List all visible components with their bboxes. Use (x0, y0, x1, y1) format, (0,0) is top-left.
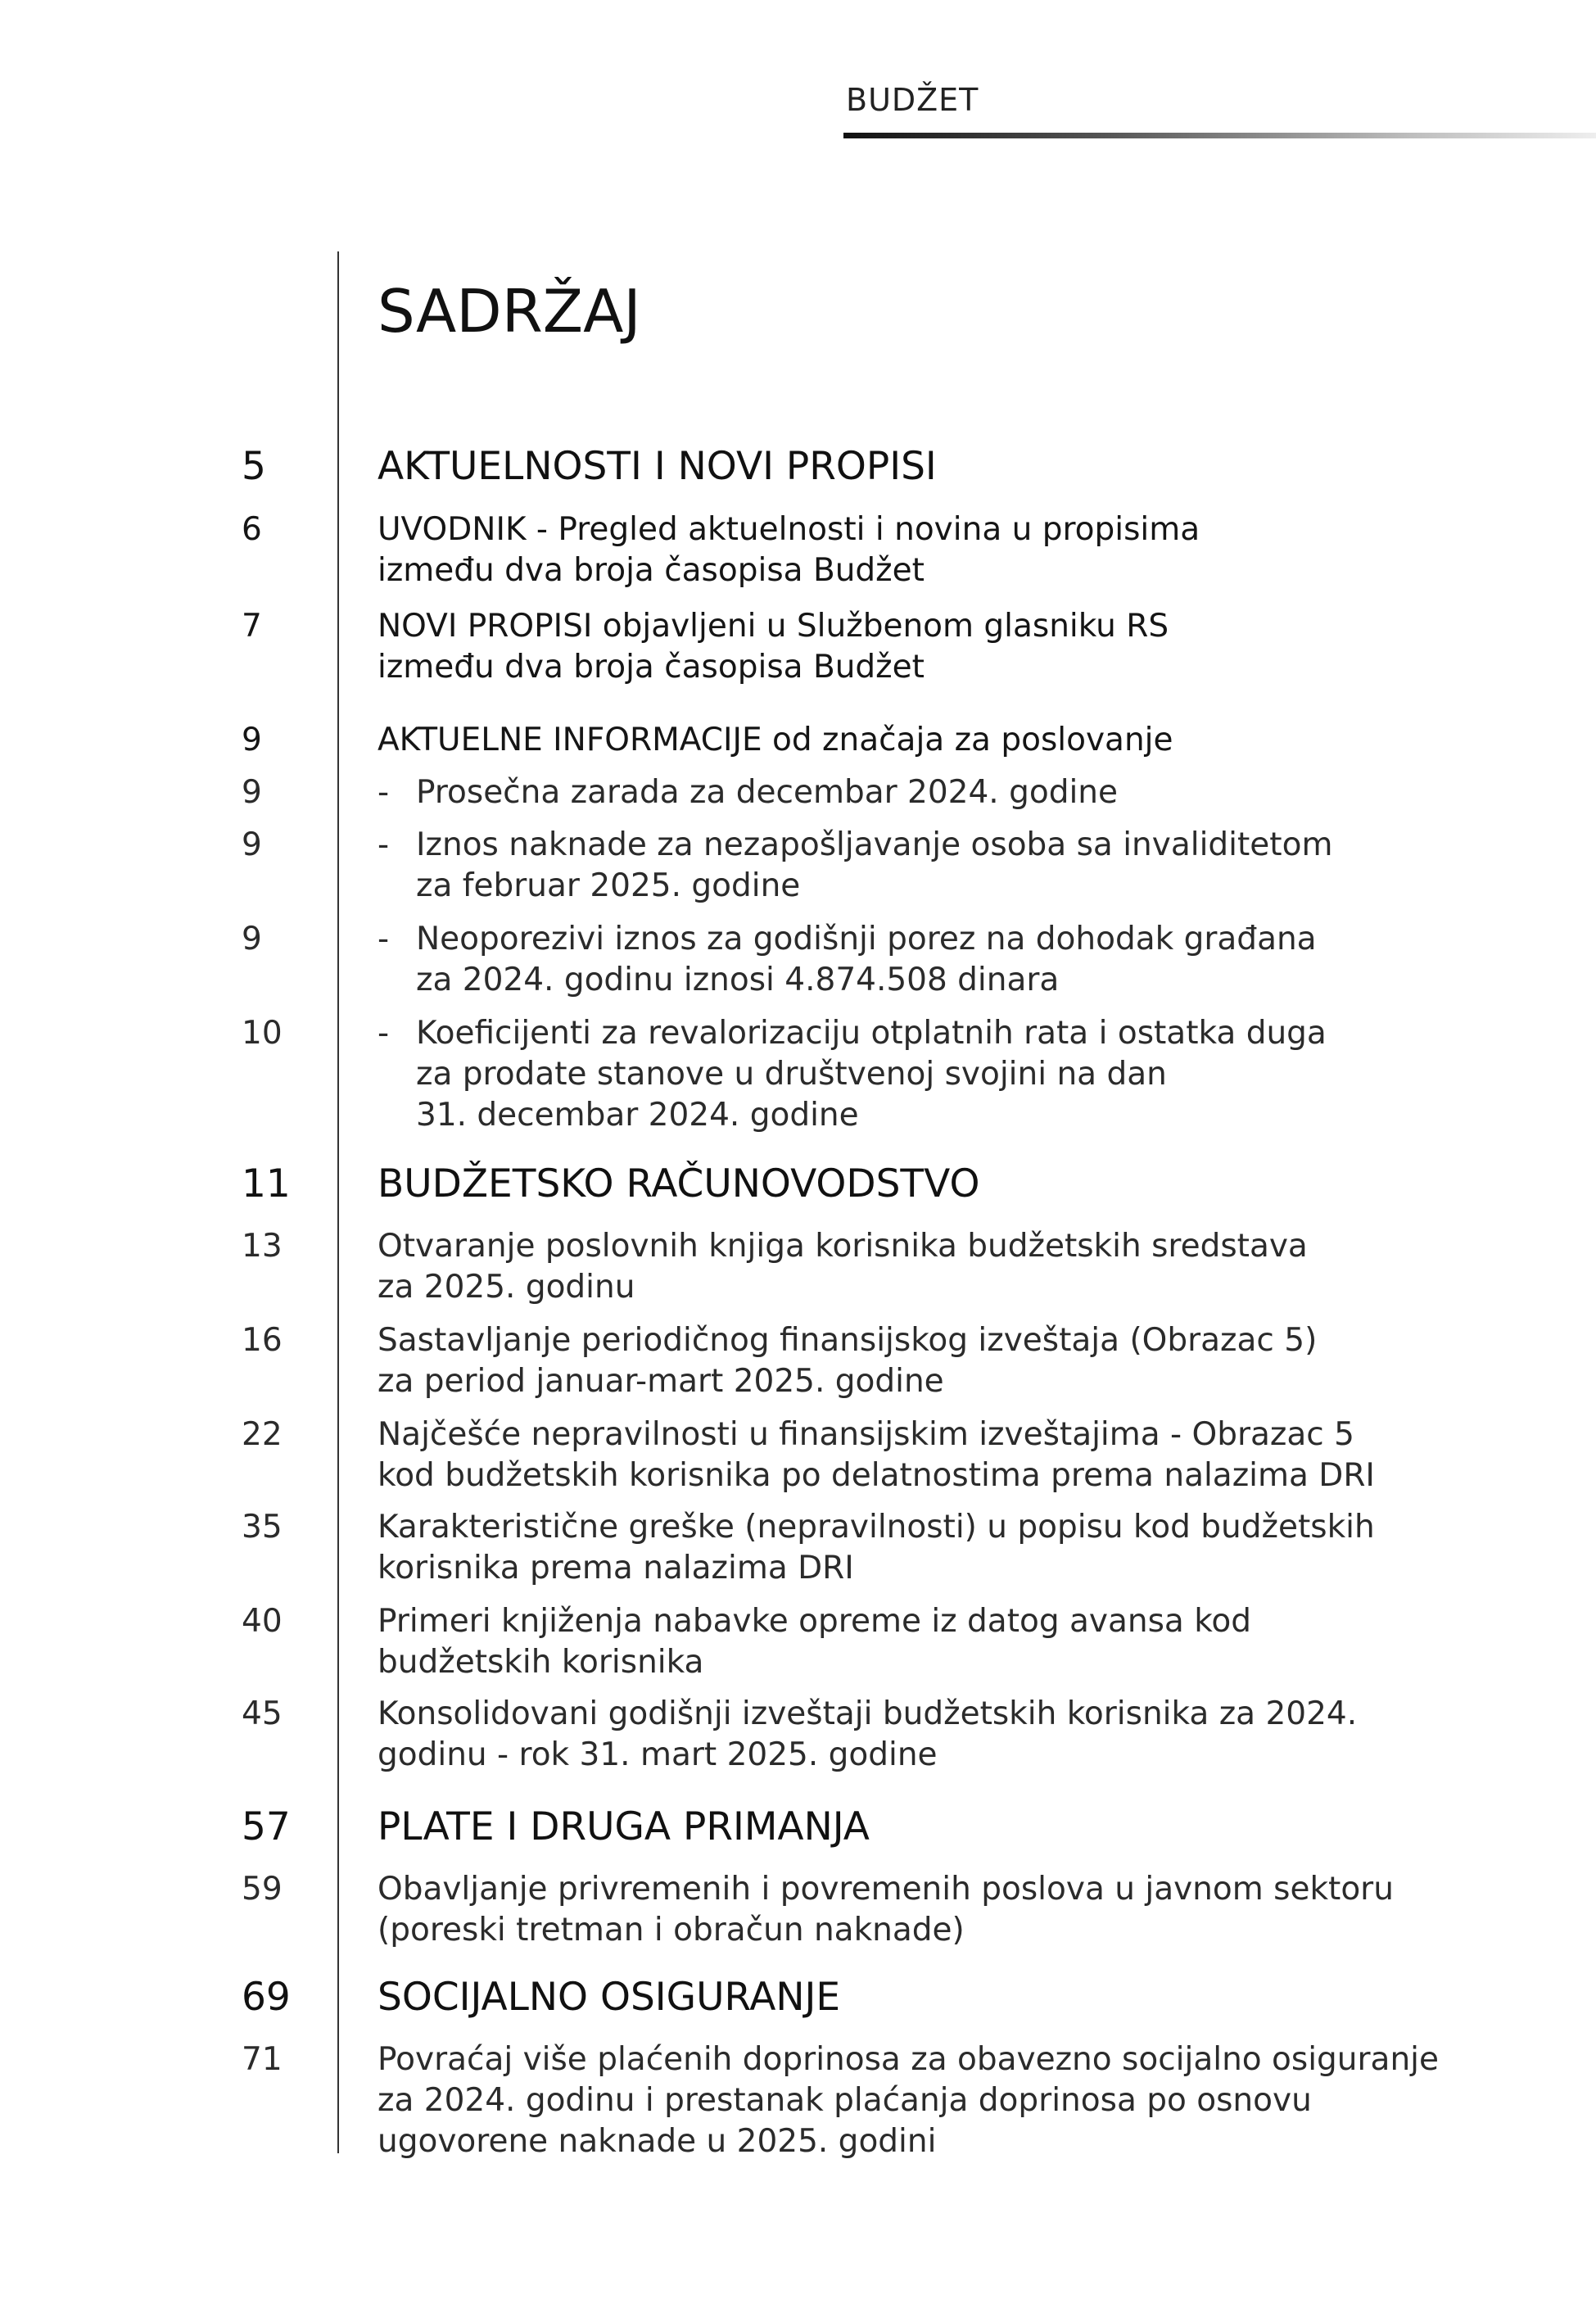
toc-entry-title: za period januar-mart 2025. godine (378, 1363, 944, 1400)
toc-entry-title: Sastavljanje periodičnog finansijskog izveštaja (Obrazac 5) (378, 1322, 1318, 1359)
toc-page-number: 35 (242, 1509, 283, 1546)
toc-entry-title: budžetskih korisnika (378, 1644, 704, 1681)
toc-page-number: 11 (242, 1161, 291, 1206)
toc-entry-title: Primeri knjiženja nabavke opreme iz datog avansa kod (378, 1603, 1252, 1640)
toc-entry-title: Konsolidovani godišnji izveštaji budžetskih korisnika za 2024. (378, 1695, 1358, 1732)
toc-page-number: 5 (242, 444, 266, 489)
toc-entry-title: AKTUELNE INFORMACIJE od značaja za poslovanje (378, 722, 1173, 758)
toc-page-number: 9 (242, 826, 262, 863)
toc-page-number: 40 (242, 1603, 283, 1640)
header-rule (843, 133, 1596, 138)
toc-entry-title: SOCIJALNO OSIGURANJE (378, 1975, 841, 2020)
toc-page-number: 9 (242, 722, 262, 758)
toc-entry-title: Prosečna zarada za decembar 2024. godine (416, 774, 1118, 811)
toc-page-number: 9 (242, 921, 262, 957)
toc-page-number: 69 (242, 1975, 291, 2020)
page-title: SADRŽAJ (378, 277, 641, 346)
toc-entry-title: AKTUELNOSTI I NOVI PROPISI (378, 444, 937, 489)
toc-entry-title: Iznos naknade za nezapošljavanje osoba sa invaliditetom (416, 826, 1333, 863)
toc-entry-title: ugovorene naknade u 2025. godini (378, 2123, 937, 2160)
toc-entry-title: Otvaranje poslovnih knjiga korisnika budžetskih sredstava (378, 1228, 1308, 1265)
toc-entry-title: (poreski tretman i obračun naknade) (378, 1912, 965, 1949)
toc-entry-title: UVODNIK - Pregled aktuelnosti i novina u propisima (378, 511, 1200, 548)
toc-page-number: 59 (242, 1871, 283, 1908)
toc-entry-title: BUDŽETSKO RAČUNOVODSTVO (378, 1161, 980, 1206)
toc-page-number: 13 (242, 1228, 283, 1265)
toc-entry-title: za 2025. godinu (378, 1269, 635, 1306)
toc-entry-title: za prodate stanove u društvenoj svojini na dan (416, 1056, 1167, 1093)
toc-entry-title: Koeficijenti za revalorizaciju otplatnih rata i ostatka duga (416, 1015, 1327, 1052)
toc-page-number: 45 (242, 1695, 283, 1732)
toc-page-number: 9 (242, 774, 262, 811)
toc-entry-title: za februar 2025. godine (416, 867, 801, 904)
toc-page-number: 10 (242, 1015, 283, 1052)
toc-entry-title: za 2024. godinu i prestanak plaćanja doprinosa po osnovu (378, 2082, 1312, 2119)
running-title: BUDŽET (846, 82, 979, 118)
toc-entry-title: NOVI PROPISI objavljeni u Službenom glasniku RS (378, 608, 1169, 645)
vertical-divider (337, 251, 339, 2153)
toc-page-number: 6 (242, 511, 262, 548)
toc-entry-title: korisnika prema nalazima DRI (378, 1550, 854, 1586)
toc-entry-title: Obavljanje privremenih i povremenih poslova u javnom sektoru (378, 1871, 1394, 1908)
toc-page-number: 22 (242, 1416, 283, 1453)
bullet-dash: - (378, 921, 390, 957)
bullet-dash: - (378, 774, 390, 811)
toc-entry-title: Neoporezivi iznos za godišnji porez na dohodak građana (416, 921, 1317, 957)
toc-page-number: 71 (242, 2041, 283, 2078)
toc-page-number: 57 (242, 1804, 291, 1849)
toc-entry-title: 31. decembar 2024. godine (416, 1097, 859, 1134)
toc-entry-title: PLATE I DRUGA PRIMANJA (378, 1804, 870, 1849)
toc-entry-title: kod budžetskih korisnika po delatnostima prema nalazima DRI (378, 1457, 1375, 1494)
toc-entry-title: između dva broja časopisa Budžet (378, 649, 925, 686)
toc-entry-title: Povraćaj više plaćenih doprinosa za obavezno socijalno osiguranje (378, 2041, 1440, 2078)
toc-page-number: 7 (242, 608, 262, 645)
toc-entry-title: Najčešće nepravilnosti u finansijskim izveštajima - Obrazac 5 (378, 1416, 1354, 1453)
toc-entry-title: godinu - rok 31. mart 2025. godine (378, 1736, 938, 1773)
bullet-dash: - (378, 826, 390, 863)
toc-page-number: 16 (242, 1322, 283, 1359)
toc-entry-title: Karakteristične greške (nepravilnosti) u popisu kod budžetskih (378, 1509, 1375, 1546)
toc-entry-title: za 2024. godinu iznosi 4.874.508 dinara (416, 962, 1060, 998)
bullet-dash: - (378, 1015, 390, 1052)
toc-entry-title: između dva broja časopisa Budžet (378, 552, 925, 589)
